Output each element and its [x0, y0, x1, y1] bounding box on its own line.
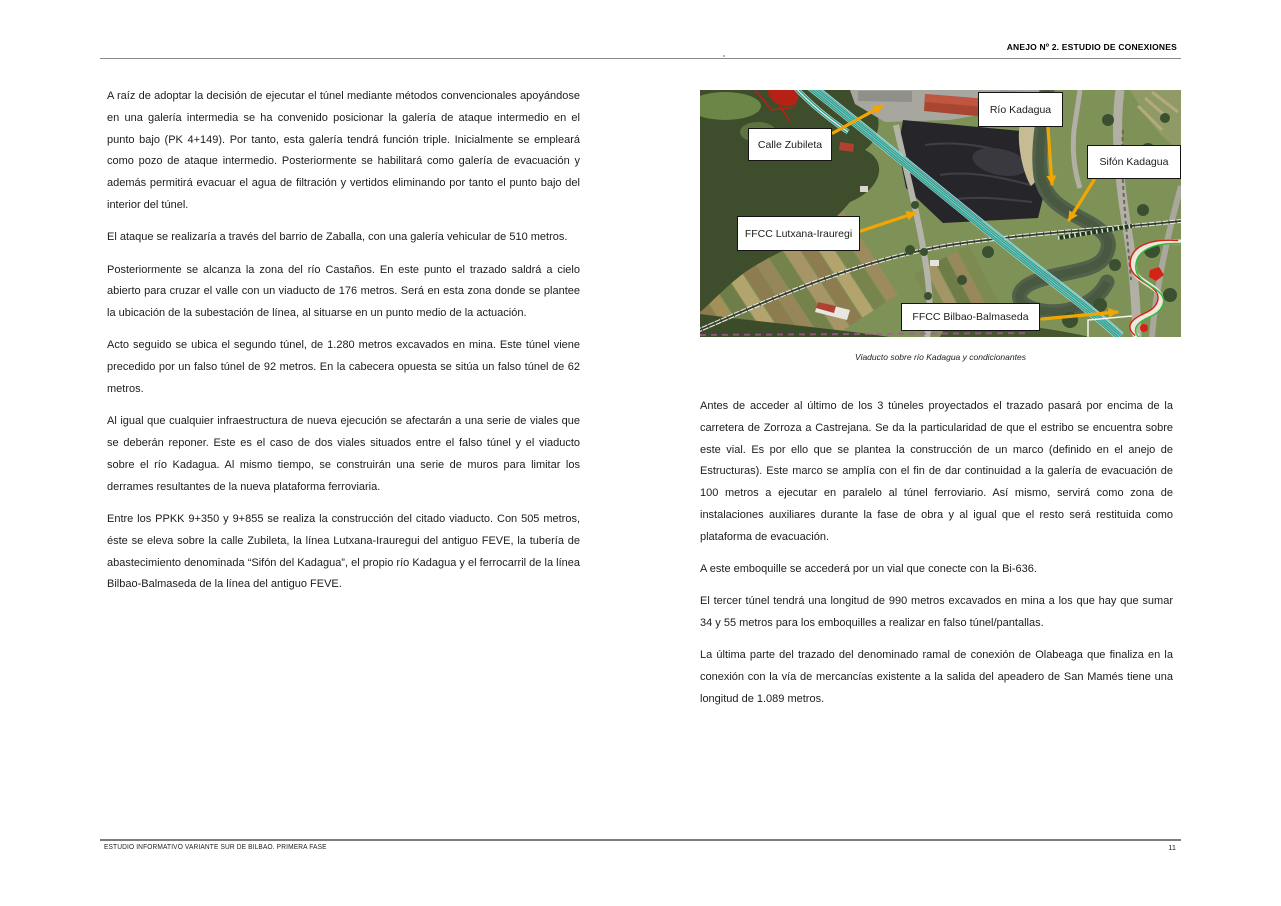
figure-label-ffcc-lutxana: FFCC Lutxana-Irauregi [737, 216, 860, 251]
figure-caption: Viaducto sobre río Kadagua y condicionantes [855, 352, 1026, 362]
page-number: 11 [1168, 843, 1176, 852]
paragraph: A este emboquille se accederá por un vial que conecte con la Bi-636. [700, 563, 1037, 576]
paragraph: El tercer túnel tendrá una longitud de 990 metros excavados en mina a los que hay que sumar 34 y 55 metros para los emboquilles a realizar en falso túnel/pantallas. [700, 595, 1173, 630]
right-text-column [700, 396, 1173, 721]
paragraph: Entre los PPKK 9+350 y 9+855 se realiza la construcción del citado viaducto. Con 505 metros, éste se eleva sobre la calle Zubileta, la línea Lutxana-Irauregui del antiguo FEVE, la tubería de abastecimiento denominada “Sifón del Kadagua”, el propio río Kadagua y el ferrocarril de la línea Bilbao-Balmaseda de la línea del antiguo FEVE. [107, 513, 580, 591]
header-title: ANEJO Nº 2. ESTUDIO DE CONEXIONES [1006, 42, 1177, 52]
figure-label-sifon-kadagua: Sifón Kadagua [1087, 145, 1181, 179]
rule-center-tick [723, 55, 725, 57]
paragraph: Al igual que cualquier infraestructura de nueva ejecución se afectarán a una serie de viales que se deberán reponer. Este es el caso de dos viales situados entre el falso túnel y el viaducto sobre el río Kadagua. Al mismo tiempo, se construirán una serie de muros para limitar los derrames resultantes de la nueva plataforma ferroviaria. [107, 415, 580, 493]
left-text-column [107, 86, 580, 607]
paragraph: Antes de acceder al último de los 3 túneles proyectados el trazado pasará por encima de la carretera de Zorroza a Castrejana. Se da la particularidad de que el estribo se encuentra sobre este vial. Es por ello que se plantea la construcción de un marco (definido en el anejo de Estructuras). Este marco se amplía con el fin de dar continuidad a la galería de evacuación de 100 metros a ejecutar en paralelo al túnel ferroviario. Así mismo, servirá como zona de instalaciones auxiliares durante la fase de obra y al igual que el resto será restituida como plataforma de evacuación. [700, 400, 1173, 543]
paragraph: Posteriormente se alcanza la zona del río Castaños. En este punto el trazado saldrá a cielo abierto para cruzar el valle con un viaducto de 176 metros. Será en esta zona donde se plantee la ubicación de la subestación de línea, al situarse en un punto medio de la actuación. [107, 263, 580, 320]
paragraph: Acto seguido se ubica el segundo túnel, de 1.280 metros excavados en mina. Este túnel viene precedido por un falso túnel de 92 metros. En la cabecera opuesta se sitúa un falso túnel de 62 metros. [107, 339, 580, 396]
aerial-map-figure [700, 90, 1181, 337]
footer-document-title: ESTUDIO INFORMATIVO VARIANTE SUR DE BILBAO. PRIMERA FASE [104, 844, 327, 851]
figure-label-ffcc-bilbao: FFCC Bilbao-Balmaseda [901, 303, 1040, 331]
footer-rule [100, 839, 1181, 841]
figure-label-rio-kadagua: Río Kadagua [978, 92, 1063, 127]
paragraph: A raíz de adoptar la decisión de ejecutar el túnel mediante métodos convencionales apoyándose en una galería intermedia se ha convenido posicionar la galería de ataque intermedio en el punto bajo (PK 4+149). Por tanto, esta galería tendrá función triple. Inicialmente se empleará como pozo de ataque intermedio. Posteriormente se habilitará como galería de evacuación y además permitirá evacuar el agua de filtración y vertidos eliminando por tanto el punto bajo del interior del túnel. [107, 90, 580, 211]
figure-label-calle-zubileta: Calle Zubileta [748, 128, 832, 161]
header-rule [100, 58, 1181, 59]
paragraph: La última parte del trazado del denominado ramal de conexión de Olabeaga que finaliza en la conexión con la vía de mercancías existente a la salida del apeadero de San Mamés tiene una longitud de 1.089 metros. [700, 649, 1173, 706]
paragraph: El ataque se realizaría a través del barrio de Zaballa, con una galería vehicular de 510 metros. [107, 231, 568, 244]
